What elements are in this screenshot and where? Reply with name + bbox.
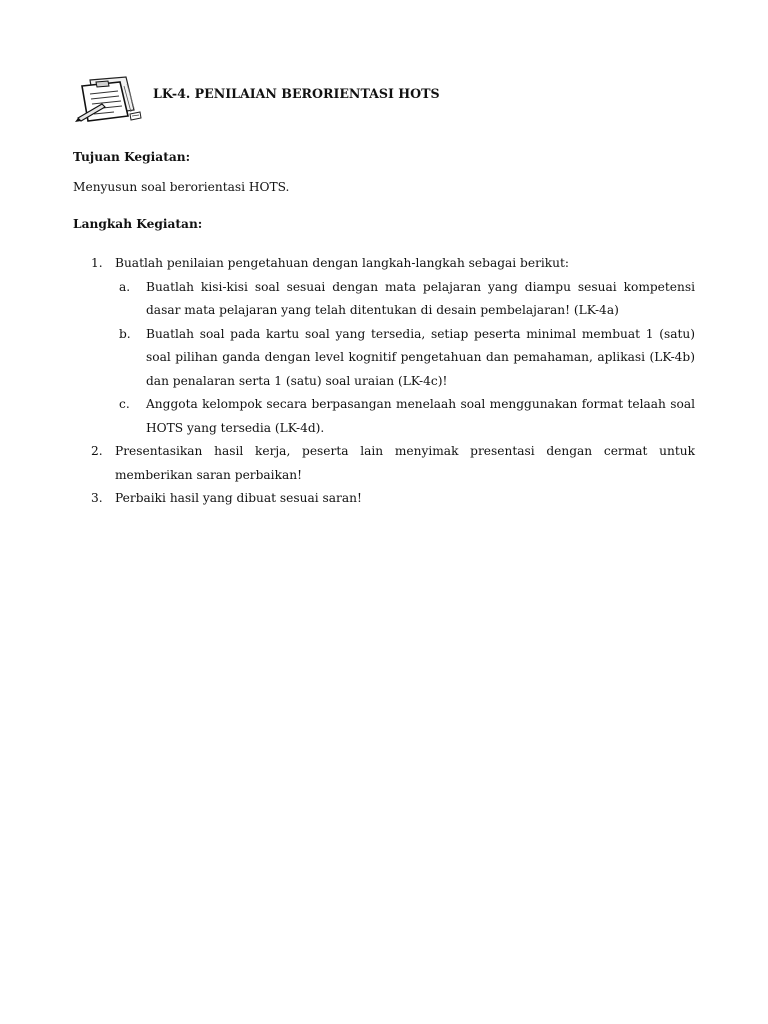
substep-letter: a.	[119, 279, 131, 294]
substep-letter: b.	[119, 326, 131, 341]
step-text: Presentasikan hasil kerja, peserta lain menyimak presentasi dengan cermat untuk memberikan saran perbaikan!	[115, 444, 695, 482]
step-text: Perbaiki hasil yang dibuat sesuai saran!	[115, 491, 362, 505]
list-item	[115, 323, 695, 394]
page-title: LK-4. PENILAIAN BERORIENTASI HOTS	[153, 86, 440, 101]
steps-list	[73, 252, 695, 511]
substeps-list	[115, 276, 695, 441]
list-item	[73, 252, 695, 440]
list-item	[115, 393, 695, 440]
step-text: Buatlah penilaian pengetahuan dengan langkah-langkah sebagai berikut:	[115, 256, 570, 270]
step-number: 3.	[91, 491, 103, 505]
substep-text: Buatlah soal pada kartu soal yang tersedia, setiap peserta minimal membuat 1 (satu) soal pilihan ganda dengan level kognitif pengetahuan dan pemahaman, aplikasi (LK-4b) dan penalaran serta 1 (satu) soal uraian (LK-4c)!	[146, 326, 695, 388]
substep-text: Anggota kelompok secara berpasangan menelaah soal menggunakan format telaah soal HOTS yang tersedia (LK-4d).	[146, 397, 695, 435]
list-item	[73, 440, 695, 487]
step-number: 2.	[91, 444, 103, 458]
steps-heading: Langkah Kegiatan:	[73, 217, 203, 231]
purpose-heading: Tujuan Kegiatan:	[73, 150, 191, 164]
substep-letter: c.	[119, 397, 130, 411]
step-number: 1.	[91, 256, 103, 270]
substep-text: Buatlah kisi-kisi soal sesuai dengan mata pelajaran yang diampu sesuai kompetensi dasar mata pelajaran yang telah ditentukan di desain pembelajaran! (LK-4a)	[146, 279, 695, 317]
list-item	[115, 276, 695, 323]
list-item	[73, 487, 695, 511]
purpose-text: Menyusun soal berorientasi HOTS.	[73, 180, 290, 194]
clipboard-with-pen-icon	[74, 74, 144, 124]
